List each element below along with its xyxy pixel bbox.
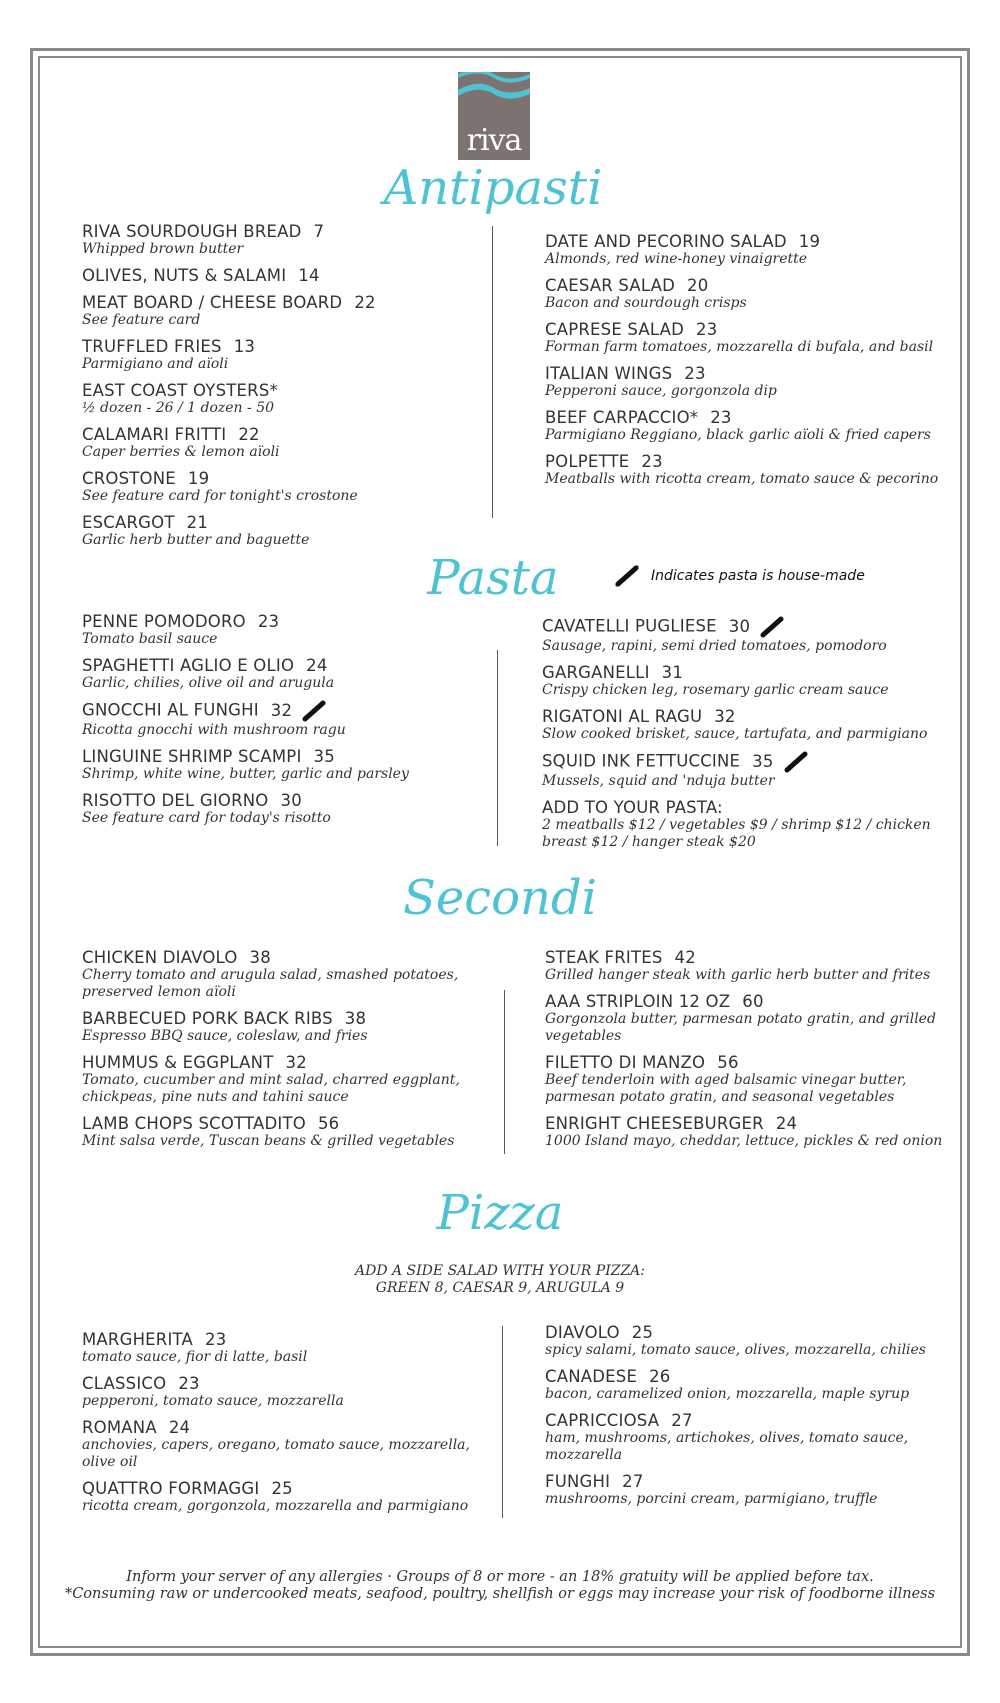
dish-price: 23 — [696, 320, 718, 339]
dish-description: Forman farm tomatoes, mozzarella di bufala, and basil — [545, 339, 934, 355]
dish-name: TRUFFLED FRIES — [82, 337, 222, 356]
menu-item — [82, 222, 482, 258]
dish-price: 20 — [687, 276, 709, 295]
menu-item — [542, 798, 942, 851]
menu-item-name — [82, 1053, 482, 1072]
dish-description: Gorgonzola butter, parmesan potato gratin, and grilled vegetables — [545, 1011, 936, 1044]
menu-item — [82, 1114, 482, 1150]
dish-price: 32 — [714, 707, 736, 726]
menu-item-name — [82, 1418, 482, 1437]
menu-item — [545, 1053, 945, 1106]
menu-item — [82, 381, 482, 417]
dish-name: GNOCCHI AL FUNGHI — [82, 700, 259, 720]
dish-price: 32 — [285, 1053, 307, 1072]
menu-item — [82, 293, 482, 329]
dish-price: 23 — [710, 408, 732, 427]
pizza-left — [82, 1330, 482, 1523]
menu-item-name — [542, 616, 942, 638]
menu-item-name — [82, 1330, 482, 1349]
pasta-divider — [497, 650, 498, 846]
dish-price: 38 — [344, 1009, 367, 1028]
dish-description: ricotta cream, gorgonzola, mozzarella and parmigiano — [82, 1498, 469, 1514]
dish-price: 24 — [306, 656, 328, 675]
menu-item — [545, 1472, 945, 1508]
dish-price: 14 — [298, 266, 320, 285]
dish-name: ROMANA — [82, 1418, 157, 1437]
menu-item — [82, 1053, 482, 1106]
rolling-pin-icon — [784, 751, 808, 773]
dish-description: Beef tenderloin with aged balsamic vinegar butter, parmesan potato gratin, and seasonal vegetables — [545, 1072, 907, 1105]
dish-description: Parmigiano Reggiano, black garlic aïoli & fried capers — [545, 427, 931, 443]
menu-item-name — [82, 1374, 482, 1393]
menu-item-name — [545, 992, 945, 1011]
antipasti-title: Antipasti — [383, 160, 603, 216]
menu-item-name — [82, 1114, 482, 1133]
dish-name: BARBECUED PORK BACK RIBS — [82, 1009, 333, 1028]
dish-price: 38 — [249, 948, 271, 967]
pizza-right — [545, 1323, 945, 1516]
menu-item-name — [82, 1479, 482, 1498]
dish-description: anchovies, capers, oregano, tomato sauce, mozzarella, olive oil — [82, 1437, 470, 1470]
menu-item-name — [82, 337, 482, 356]
menu-item — [545, 408, 945, 444]
dish-price: 24 — [168, 1418, 191, 1437]
menu-item — [82, 700, 482, 739]
dish-price: 25 — [631, 1323, 654, 1342]
pizza-note-line2: GREEN 8, CAESAR 9, ARUGULA 9 — [375, 1280, 625, 1296]
menu-item-name — [82, 381, 482, 400]
menu-item-name — [545, 948, 945, 967]
pizza-divider — [502, 1326, 503, 1518]
dish-name: CAVATELLI PUGLIESE — [542, 616, 717, 636]
dish-description: Caper berries & lemon aïoli — [82, 444, 280, 460]
dish-description: spicy salami, tomato sauce, olives, mozzarella, chilies — [545, 1342, 926, 1358]
secondi-title: Secondi — [402, 870, 598, 926]
footer-line2: *Consuming raw or undercooked meats, seafood, poultry, shellfish or eggs may increase your risk of foodborne illness — [64, 1586, 936, 1602]
menu-item — [542, 751, 942, 790]
dish-name: CHICKEN DIAVOLO — [82, 948, 238, 967]
menu-item-name — [82, 425, 482, 444]
dish-name: CANADESE — [545, 1367, 638, 1386]
menu-item — [82, 513, 482, 549]
dish-name: SQUID INK FETTUCCINE — [542, 751, 741, 771]
dish-name: ADD TO YOUR PASTA: — [542, 798, 723, 817]
antipasti-divider — [492, 226, 493, 518]
dish-description: Parmigiano and aïoli — [82, 356, 229, 372]
dish-price: 56 — [717, 1053, 739, 1072]
dish-price: 31 — [661, 663, 684, 682]
menu-item — [82, 1374, 482, 1410]
dish-description: Espresso BBQ sauce, coleslaw, and fries — [82, 1028, 368, 1044]
dish-price: 26 — [649, 1367, 671, 1386]
secondi-right — [545, 948, 945, 1158]
menu-item-name — [545, 364, 945, 383]
dish-description: See feature card — [82, 312, 201, 328]
dish-name: QUATTRO FORMAGGI — [82, 1479, 260, 1498]
dish-price: 23 — [257, 612, 280, 631]
dish-name: PENNE POMODORO — [82, 612, 246, 631]
menu-item — [82, 656, 482, 692]
dish-price: 24 — [775, 1114, 798, 1133]
menu-item — [545, 232, 945, 268]
menu-item-name — [82, 293, 482, 312]
menu-item — [542, 616, 942, 655]
dish-price: 60 — [742, 992, 764, 1011]
pasta-left — [82, 612, 482, 835]
dish-name: SPAGHETTI AGLIO E OLIO — [82, 656, 295, 675]
dish-price: 23 — [684, 364, 706, 383]
dish-price: 30 — [280, 791, 302, 810]
dish-name: CAESAR SALAD — [545, 276, 676, 295]
menu-item-name — [82, 948, 482, 967]
dish-price: 23 — [641, 452, 663, 471]
dish-price: 22 — [354, 293, 376, 312]
menu-item — [545, 1323, 945, 1359]
menu-item — [545, 452, 945, 488]
dish-price: 32 — [270, 700, 293, 720]
menu-item — [82, 747, 482, 783]
dish-description: tomato sauce, fior di latte, basil — [82, 1349, 308, 1365]
menu-item — [82, 1479, 482, 1515]
dish-name: LAMB CHOPS SCOTTADITO — [82, 1114, 306, 1133]
dish-description: Bacon and sourdough crisps — [545, 295, 747, 311]
pizza-title: Pizza — [436, 1185, 564, 1241]
dish-name: FILETTO DI MANZO — [545, 1053, 706, 1072]
menu-item-name — [545, 452, 945, 471]
legend-text: Indicates pasta is house-made — [651, 568, 865, 584]
menu-item — [82, 612, 482, 648]
menu-item — [545, 364, 945, 400]
secondi-divider — [504, 990, 505, 1154]
dish-name: DIAVOLO — [545, 1323, 620, 1342]
dish-price: 30 — [728, 616, 751, 636]
menu-item-name — [82, 222, 482, 241]
dish-description: pepperoni, tomato sauce, mozzarella — [82, 1393, 344, 1409]
dish-name: MEAT BOARD / CHEESE BOARD — [82, 293, 343, 312]
dish-description: Slow cooked brisket, sauce, tartufata, and parmigiano — [542, 726, 928, 742]
dish-description: Tomato, cucumber and mint salad, charred eggplant, chickpeas, pine nuts and tahini sauce — [82, 1072, 460, 1105]
dish-price: 23 — [205, 1330, 227, 1349]
antipasti-right — [545, 232, 945, 496]
menu-item-name — [545, 1053, 945, 1072]
dish-description: Mint salsa verde, Tuscan beans & grilled vegetables — [82, 1133, 455, 1149]
dish-price: 35 — [313, 747, 335, 766]
dish-price: 42 — [674, 948, 696, 967]
dish-description: Garlic herb butter and baguette — [82, 532, 310, 548]
menu-item — [545, 276, 945, 312]
secondi-left — [82, 948, 482, 1158]
dish-description: Garlic, chilies, olive oil and arugula — [82, 675, 335, 691]
dish-name: CLASSICO — [82, 1374, 167, 1393]
dish-description: Shrimp, white wine, butter, garlic and parsley — [82, 766, 409, 782]
dish-description: Crispy chicken leg, rosemary garlic cream sauce — [542, 682, 889, 698]
dish-price: 19 — [798, 232, 821, 251]
menu-item — [82, 791, 482, 827]
logo-text: riva — [466, 123, 522, 158]
menu-item-name — [82, 513, 482, 532]
dish-name: HUMMUS & EGGPLANT — [82, 1053, 274, 1072]
dish-name: FUNGHI — [545, 1472, 611, 1491]
menu-item-name — [82, 700, 482, 722]
dish-price: 25 — [271, 1479, 293, 1498]
pizza-salad-note — [300, 1263, 700, 1297]
dish-name: CAPRESE SALAD — [545, 320, 685, 339]
menu-item — [545, 1367, 945, 1403]
menu-item — [82, 1418, 482, 1471]
menu-item-name — [542, 751, 942, 773]
rolling-pin-icon — [302, 700, 326, 722]
dish-price: 27 — [622, 1472, 644, 1491]
menu-item-name — [542, 707, 942, 726]
dish-name: EAST COAST OYSTERS* — [82, 381, 278, 400]
dish-name: MARGHERITA — [82, 1330, 194, 1349]
menu-item — [542, 707, 942, 743]
menu-item — [545, 320, 945, 356]
menu-item — [542, 663, 942, 699]
dish-name: OLIVES, NUTS & SALAMI — [82, 266, 287, 285]
menu-item — [82, 337, 482, 373]
dish-description: Sausage, rapini, semi dried tomatoes, pomodoro — [542, 638, 887, 654]
menu-item-name — [542, 798, 942, 817]
footer-line1: Inform your server of any allergies · Groups of 8 or more - an 18% gratuity will be applied before tax. — [126, 1569, 874, 1585]
dish-name: STEAK FRITES — [545, 948, 663, 967]
dish-description: Pepperoni sauce, gorgonzola dip — [545, 383, 777, 399]
antipasti-left — [82, 222, 482, 557]
menu-item — [82, 1009, 482, 1045]
pasta-title: Pasta — [427, 550, 559, 606]
dish-description: Grilled hanger steak with garlic herb butter and frites — [545, 967, 931, 983]
menu-item — [82, 948, 482, 1001]
menu-item-name — [82, 791, 482, 810]
menu-item-name — [82, 469, 482, 488]
dish-description: 2 meatballs $12 / vegetables $9 / shrimp $12 / chicken breast $12 / hanger steak $20 — [542, 817, 931, 850]
menu-item-name — [542, 663, 942, 682]
dish-name: LINGUINE SHRIMP SCAMPI — [82, 747, 302, 766]
dish-description: See feature card for tonight's crostone — [82, 488, 358, 504]
dish-description: ham, mushrooms, artichokes, olives, tomato sauce, mozzarella — [545, 1430, 909, 1463]
menu-item — [82, 469, 482, 505]
menu-item-name — [545, 1472, 945, 1491]
riva-logo — [458, 72, 530, 160]
dish-description: Tomato basil sauce — [82, 631, 218, 647]
dish-price: 22 — [238, 425, 260, 444]
dish-description: Meatballs with ricotta cream, tomato sauce & pecorino — [545, 471, 939, 487]
dish-price: 19 — [187, 469, 210, 488]
dish-name: RISOTTO DEL GIORNO — [82, 791, 269, 810]
dish-price: 21 — [186, 513, 209, 532]
dish-name: CAPRICCIOSA — [545, 1411, 660, 1430]
dish-name: BEEF CARPACCIO* — [545, 408, 699, 427]
menu-item — [82, 425, 482, 461]
menu-item-name — [82, 747, 482, 766]
footer — [60, 1569, 940, 1603]
dish-description: Cherry tomato and arugula salad, smashed potatoes, preserved lemon aïoli — [82, 967, 459, 1000]
menu-item-name — [82, 656, 482, 675]
menu-item-name — [82, 612, 482, 631]
dish-price: 13 — [233, 337, 256, 356]
dish-description: See feature card for today's risotto — [82, 810, 331, 826]
dish-price: 56 — [317, 1114, 340, 1133]
rolling-pin-icon — [615, 565, 639, 587]
dish-name: DATE AND PECORINO SALAD — [545, 232, 787, 251]
dish-name: CALAMARI FRITTI — [82, 425, 227, 444]
dish-name: CROSTONE — [82, 469, 176, 488]
dish-name: ITALIAN WINGS — [545, 364, 673, 383]
wave-icon — [458, 72, 530, 100]
dish-name: RIVA SOURDOUGH BREAD — [82, 222, 302, 241]
housemade-legend — [615, 565, 865, 587]
menu-item-name — [545, 232, 945, 251]
menu-item-name — [545, 1114, 945, 1133]
menu-item-name — [545, 1367, 945, 1386]
dish-name: ESCARGOT — [82, 513, 175, 532]
menu-item-name — [545, 1411, 945, 1430]
dish-name: AAA STRIPLOIN 12 OZ — [545, 992, 731, 1011]
dish-description: Ricotta gnocchi with mushroom ragu — [82, 722, 346, 738]
dish-price: 27 — [671, 1411, 693, 1430]
menu-item — [545, 992, 945, 1045]
dish-description: Mussels, squid and 'nduja butter — [542, 773, 775, 789]
dish-description: Almonds, red wine-honey vinaigrette — [545, 251, 808, 267]
menu-item — [82, 1330, 482, 1366]
dish-name: ENRIGHT CHEESEBURGER — [545, 1114, 764, 1133]
dish-description: bacon, caramelized onion, mozzarella, maple syrup — [545, 1386, 910, 1402]
menu-item-name — [82, 1009, 482, 1028]
menu-item-name — [82, 266, 482, 285]
dish-price: 23 — [178, 1374, 200, 1393]
menu-item-name — [545, 320, 945, 339]
dish-description: 1000 Island mayo, cheddar, lettuce, pickles & red onion — [545, 1133, 943, 1149]
pasta-right — [542, 616, 942, 859]
rolling-pin-icon — [760, 616, 784, 638]
menu-item-name — [545, 1323, 945, 1342]
menu-item — [545, 1411, 945, 1464]
dish-name: GARGANELLI — [542, 663, 650, 682]
pizza-note-line1: ADD A SIDE SALAD WITH YOUR PIZZA: — [354, 1263, 646, 1279]
dish-description: Whipped brown butter — [82, 241, 244, 257]
menu-item — [82, 266, 482, 285]
dish-name: RIGATONI AL RAGU — [542, 707, 703, 726]
dish-description: mushrooms, porcini cream, parmigiano, truffle — [545, 1491, 878, 1507]
menu-item — [545, 948, 945, 984]
menu-item — [545, 1114, 945, 1150]
dish-description: ½ dozen - 26 / 1 dozen - 50 — [82, 400, 275, 416]
menu-item-name — [545, 276, 945, 295]
dish-price: 35 — [752, 751, 774, 771]
dish-name: POLPETTE — [545, 452, 630, 471]
menu-item-name — [545, 408, 945, 427]
dish-price: 7 — [313, 222, 325, 241]
